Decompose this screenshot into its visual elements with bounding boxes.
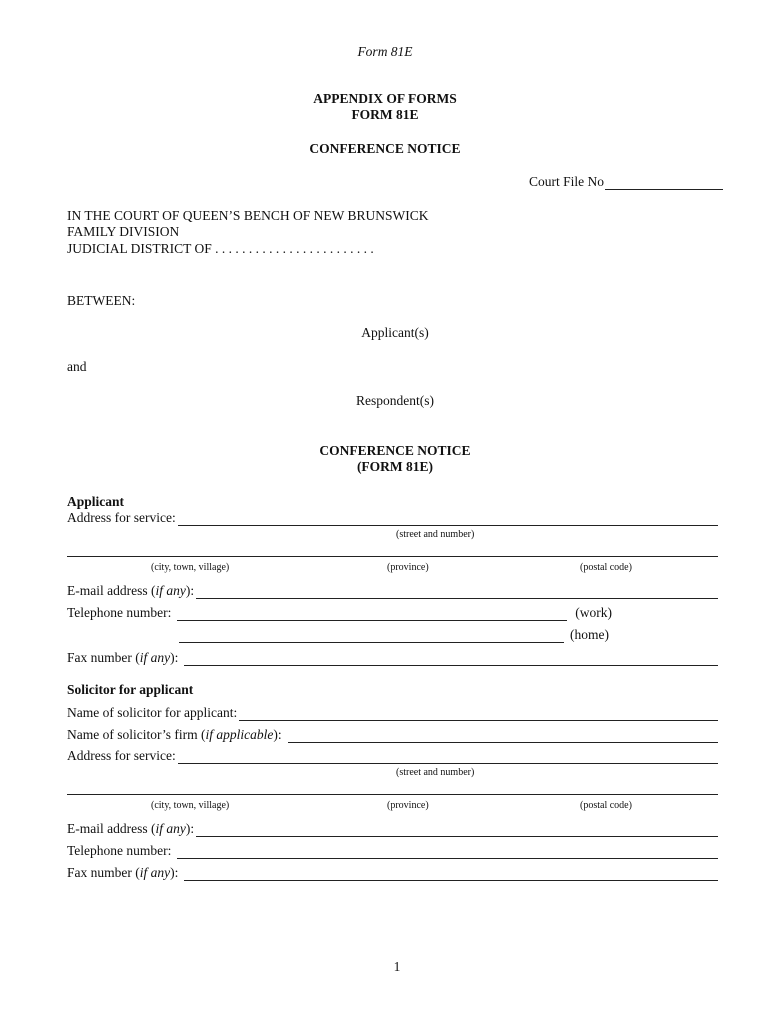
solicitor-phone-input[interactable] bbox=[177, 846, 718, 859]
judicial-district: JUDICIAL DISTRICT OF . . . . . . . . . . . . . . . . . . . . . . . . bbox=[67, 241, 374, 256]
between-label: BETWEEN: bbox=[67, 293, 136, 308]
applicant-address-label: Address for service: bbox=[67, 510, 176, 525]
solicitor-firm-input[interactable] bbox=[288, 730, 718, 743]
court-file-label: Court File No bbox=[529, 174, 605, 189]
and-label: and bbox=[67, 359, 87, 374]
solicitor-name-label: Name of solicitor for applicant: bbox=[67, 705, 238, 720]
page-number: 1 bbox=[393, 959, 401, 974]
applicant-email-label: E-mail address ( bbox=[67, 583, 156, 598]
appendix-title: APPENDIX OF FORMS bbox=[313, 91, 457, 106]
respondents-label: Respondent(s) bbox=[356, 393, 434, 408]
solicitor-name-row bbox=[67, 705, 718, 721]
applicants-label: Applicant(s) bbox=[361, 325, 429, 340]
court-file-input[interactable] bbox=[605, 177, 723, 190]
applicant-email-italic: if any bbox=[155, 583, 186, 598]
solicitor-city-input[interactable] bbox=[67, 794, 718, 795]
court-division: FAMILY DIVISION bbox=[67, 224, 180, 239]
applicant-email-row bbox=[67, 583, 718, 599]
applicant-street-caption: (street and number) bbox=[396, 529, 475, 540]
solicitor-name-input[interactable] bbox=[239, 708, 718, 721]
solicitor-address-label: Address for service: bbox=[67, 748, 176, 763]
solicitor-address-row bbox=[67, 748, 718, 764]
solicitor-heading: Solicitor for applicant bbox=[67, 682, 194, 697]
running-header: Form 81E bbox=[357, 44, 413, 59]
solicitor-firm-row bbox=[67, 727, 718, 743]
applicant-phone-row bbox=[67, 605, 612, 621]
applicant-phone-work-input[interactable] bbox=[177, 608, 567, 621]
court-file-number bbox=[529, 174, 723, 190]
applicant-fax-row bbox=[67, 650, 718, 666]
subtitle-notice: CONFERENCE NOTICE bbox=[319, 443, 471, 458]
applicant-address-row bbox=[67, 510, 718, 526]
applicant-province-caption: (province) bbox=[387, 562, 429, 573]
solicitor-postal-caption: (postal code) bbox=[580, 800, 632, 811]
solicitor-fax-row bbox=[67, 865, 718, 881]
applicant-work-label: (work) bbox=[575, 605, 612, 620]
solicitor-fax-input[interactable] bbox=[184, 868, 718, 881]
applicant-phone-label: Telephone number: bbox=[67, 605, 172, 620]
applicant-email-close: ): bbox=[185, 583, 195, 598]
applicant-fax-input[interactable] bbox=[184, 653, 718, 666]
applicant-fax-label: Fax number ( bbox=[67, 650, 140, 665]
applicant-address-input[interactable] bbox=[178, 513, 718, 526]
applicant-postal-caption: (postal code) bbox=[580, 562, 632, 573]
solicitor-email-row bbox=[67, 821, 718, 837]
solicitor-phone-row bbox=[67, 843, 718, 859]
solicitor-email-close: ): bbox=[185, 821, 195, 836]
form-number-title: FORM 81E bbox=[351, 107, 419, 122]
solicitor-fax-label: Fax number ( bbox=[67, 865, 140, 880]
applicant-city-input[interactable] bbox=[67, 556, 718, 557]
solicitor-firm-label: Name of solicitor’s firm ( bbox=[67, 727, 206, 742]
applicant-phone-home-row bbox=[179, 627, 609, 643]
solicitor-street-caption: (street and number) bbox=[396, 767, 475, 778]
solicitor-phone-label: Telephone number: bbox=[67, 843, 172, 858]
solicitor-fax-italic: if any bbox=[139, 865, 171, 880]
subtitle-form: (FORM 81E) bbox=[356, 459, 434, 474]
solicitor-city-caption: (city, town, village) bbox=[151, 800, 230, 811]
applicant-fax-italic: if any bbox=[139, 650, 171, 665]
applicant-city-caption: (city, town, village) bbox=[151, 562, 230, 573]
notice-title: CONFERENCE NOTICE bbox=[309, 141, 461, 156]
solicitor-province-caption: (province) bbox=[387, 800, 429, 811]
applicant-email-input[interactable] bbox=[196, 586, 718, 599]
solicitor-email-label: E-mail address ( bbox=[67, 821, 156, 836]
solicitor-address-input[interactable] bbox=[178, 751, 718, 764]
solicitor-firm-close: ): bbox=[273, 727, 282, 742]
solicitor-email-input[interactable] bbox=[196, 824, 718, 837]
solicitor-firm-italic: if applicable bbox=[205, 727, 274, 742]
solicitor-fax-close: ): bbox=[170, 865, 179, 880]
applicant-phone-home-input[interactable] bbox=[179, 630, 564, 643]
applicant-heading: Applicant bbox=[67, 494, 125, 509]
court-name: IN THE COURT OF QUEEN’S BENCH OF NEW BRUNSWICK bbox=[67, 208, 429, 223]
applicant-fax-close: ): bbox=[170, 650, 179, 665]
applicant-home-label: (home) bbox=[570, 627, 609, 642]
solicitor-email-italic: if any bbox=[155, 821, 186, 836]
